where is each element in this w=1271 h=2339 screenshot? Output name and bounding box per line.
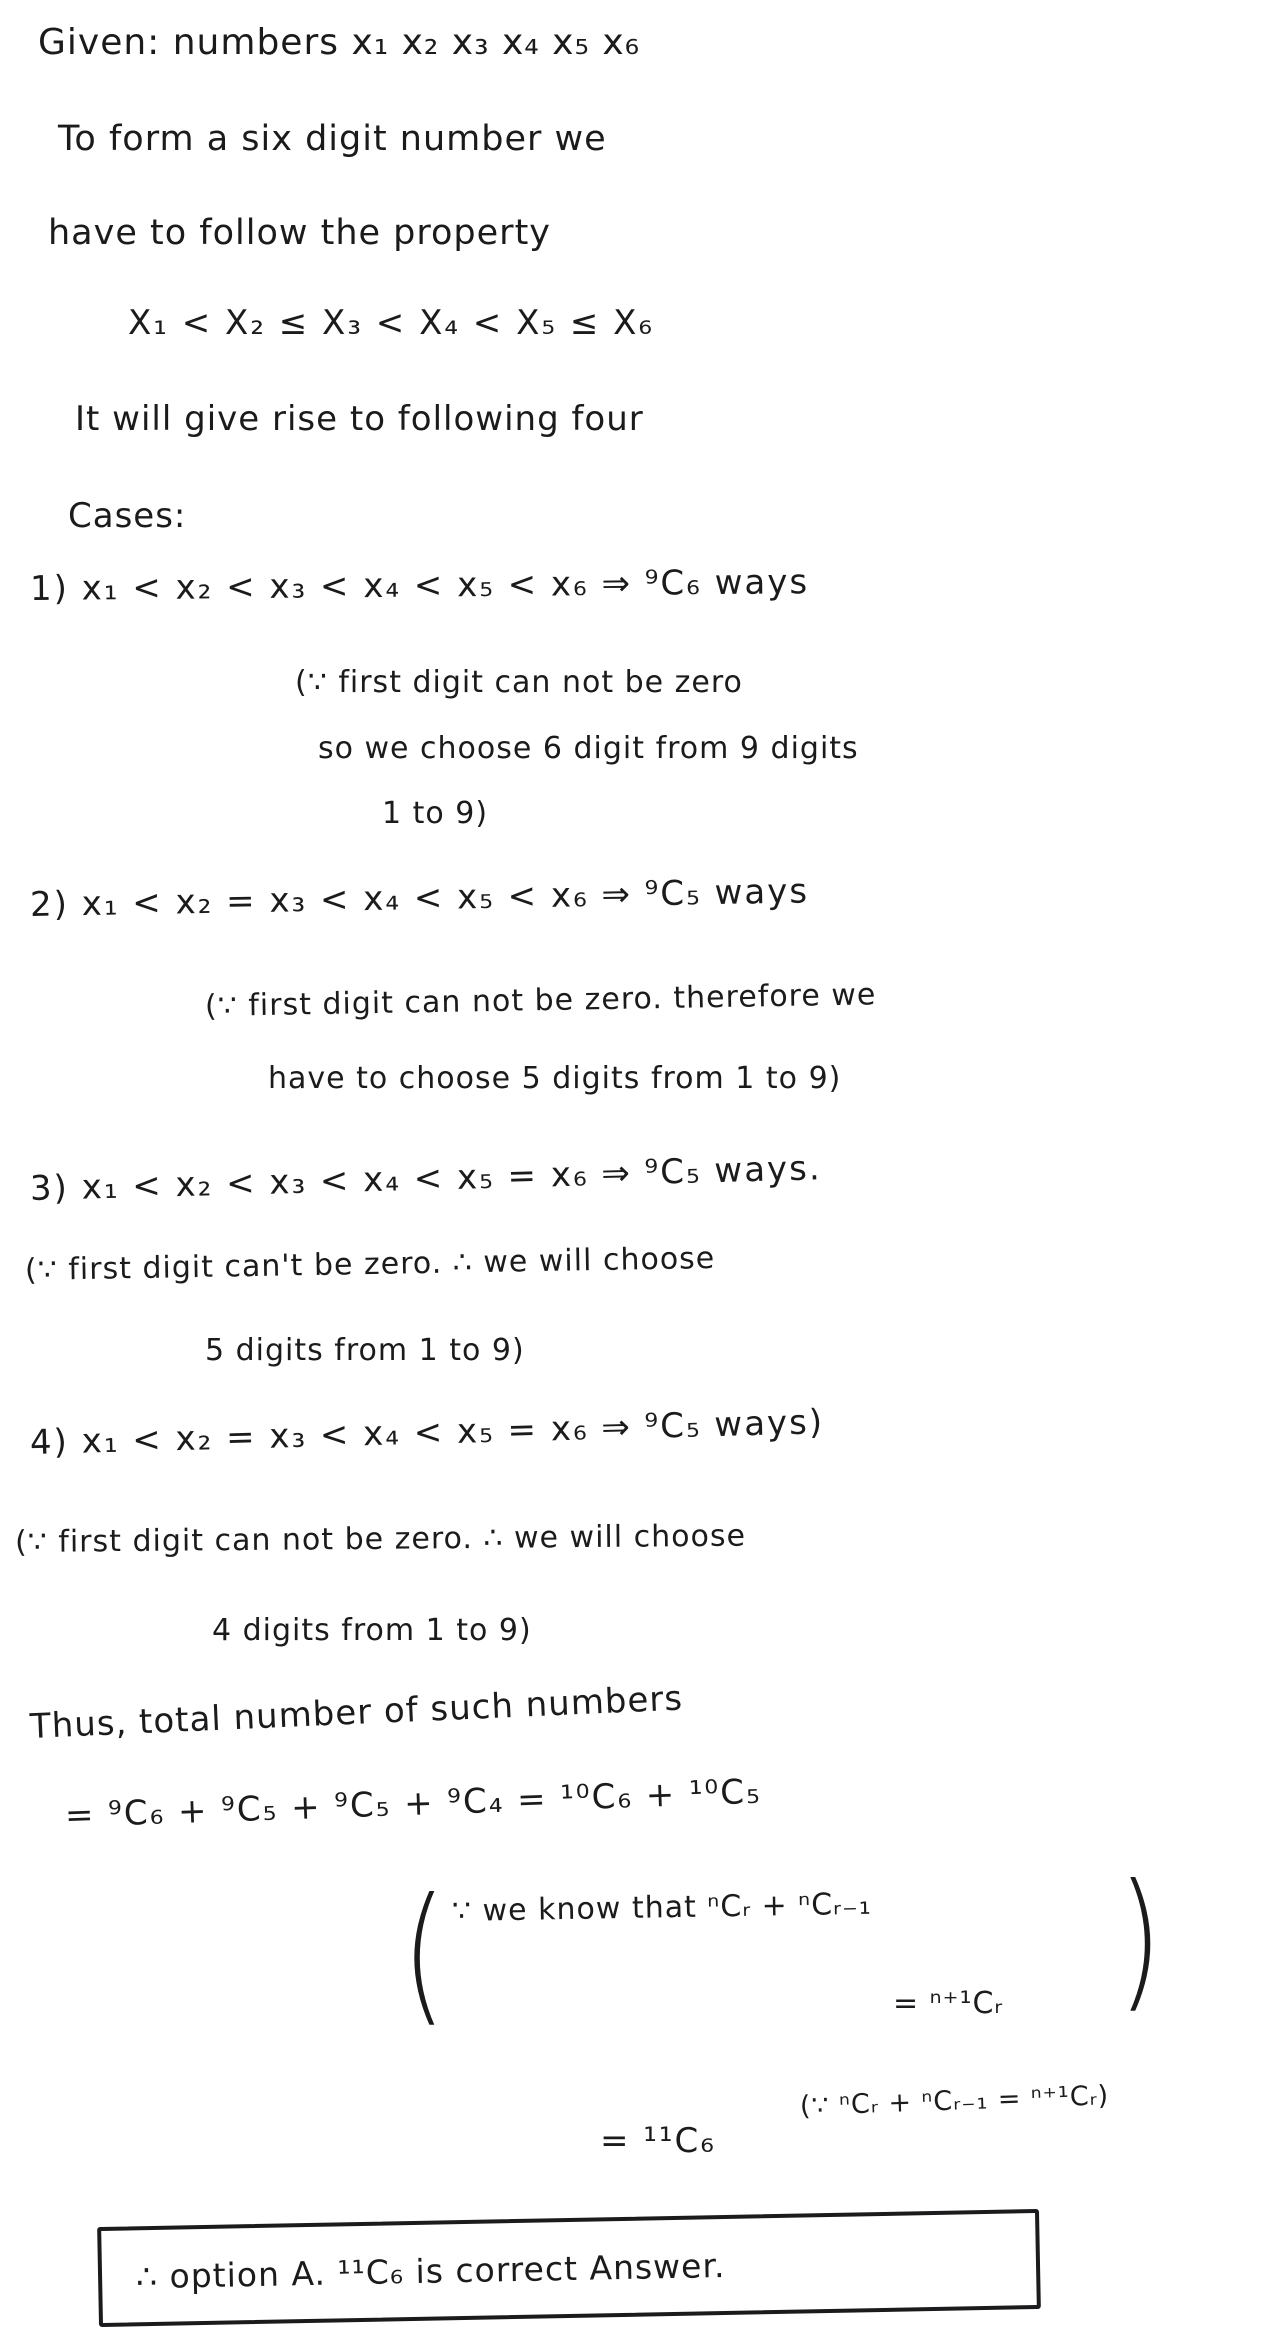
line-final-identity-note: (∵ ⁿCᵣ + ⁿCᵣ₋₁ = ⁿ⁺¹Cᵣ): [799, 2080, 1110, 2122]
line-give-rise: It will give rise to following four: [75, 399, 644, 439]
close-paren-glyph: ): [1118, 1853, 1162, 2027]
line-case3-note-1: (∵ first digit can't be zero. ∴ we will choose: [24, 1240, 716, 1288]
line-property-inequality: X₁ < X₂ ≤ X₃ < X₄ < X₅ ≤ X₆: [128, 303, 655, 343]
line-total-heading: Thus, total number of such numbers: [29, 1678, 684, 1747]
line-case1-equation: 1) x₁ < x₂ < x₃ < x₄ < x₅ < x₆ ⇒ ⁹C₆ ways: [29, 562, 810, 609]
line-case4-note-1: (∵ first digit can not be zero. ∴ we will choose: [14, 1518, 747, 1560]
line-case1-note-1: (∵ first digit can not be zero: [295, 665, 743, 700]
answer-box: [97, 2209, 1041, 2327]
line-case2-note-1: (∵ first digit can not be zero. therefore we: [204, 977, 877, 1024]
line-intro-2: have to follow the property: [48, 213, 552, 253]
answer-text: ∴ option A. ¹¹C₆ is correct Answer.: [135, 2245, 726, 2296]
line-case2-note-2: have to choose 5 digits from 1 to 9): [268, 1061, 842, 1096]
line-identity-note-1: ∵ we know that ⁿCᵣ + ⁿCᵣ₋₁: [451, 1886, 873, 1929]
line-case3-note-2: 5 digits from 1 to 9): [205, 1333, 525, 1368]
line-intro-1: To form a six digit number we: [58, 119, 607, 159]
line-case2-equation: 2) x₁ < x₂ = x₃ < x₄ < x₅ < x₆ ⇒ ⁹C₅ ways: [29, 871, 810, 925]
line-case1-note-3: 1 to 9): [382, 796, 489, 831]
line-cases-heading: Cases:: [68, 496, 187, 536]
line-case4-note-2: 4 digits from 1 to 9): [212, 1613, 532, 1648]
line-total-equation: = ⁹C₆ + ⁹C₅ + ⁹C₅ + ⁹C₄ = ¹⁰C₆ + ¹⁰C₅: [64, 1771, 763, 1836]
line-case4-equation: 4) x₁ < x₂ = x₃ < x₄ < x₅ = x₆ ⇒ ⁹C₅ ways): [29, 1402, 825, 1463]
line-case1-note-2: so we choose 6 digit from 9 digits: [318, 731, 859, 766]
line-case3-equation: 3) x₁ < x₂ < x₃ < x₄ < x₅ = x₆ ⇒ ⁹C₅ ways.: [29, 1148, 823, 1209]
line-identity-note-2: = ⁿ⁺¹Cᵣ: [893, 1986, 1004, 2021]
open-paren-glyph: (: [402, 1867, 446, 2041]
line-final-result: = ¹¹C₆: [600, 2121, 716, 2161]
line-given: Given: numbers x₁ x₂ x₃ x₄ x₅ x₆: [38, 22, 641, 63]
